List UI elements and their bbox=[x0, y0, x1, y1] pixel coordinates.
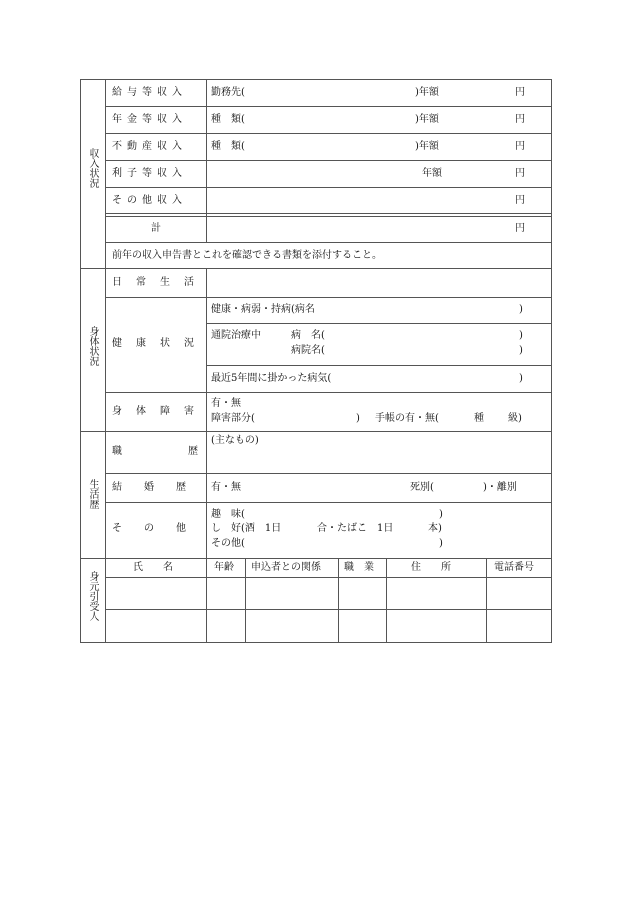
guarantor-col-line bbox=[245, 558, 246, 643]
marriage-divorce: )・離別 bbox=[483, 482, 517, 493]
work-history-char2: 歴 bbox=[188, 446, 198, 457]
body-section-label: 身体状況 bbox=[87, 326, 98, 366]
guarantor-col-line bbox=[486, 558, 487, 643]
disability-grade: 級) bbox=[508, 413, 522, 424]
income-salary-unit: 円 bbox=[515, 87, 525, 98]
daily-life-label bbox=[112, 277, 208, 289]
income-label-realestate: 不動産収入 bbox=[112, 141, 187, 152]
clinic-disease: 病 名( bbox=[291, 330, 325, 341]
income-salary-annual: )年額 bbox=[415, 87, 439, 98]
income-realestate-annual: )年額 bbox=[415, 141, 439, 152]
income-interest-unit: 円 bbox=[515, 168, 525, 179]
marriage-death: 死別( bbox=[410, 482, 434, 493]
body-row-line bbox=[105, 392, 552, 393]
guarantor-header-occupation: 職 業 bbox=[344, 562, 374, 573]
guarantor-section-label: 身元引受人 bbox=[87, 571, 98, 621]
clinic-hospital-close: ) bbox=[519, 345, 523, 356]
guarantor-row-line bbox=[105, 609, 552, 610]
income-total-label: 計 bbox=[151, 223, 161, 234]
frame-bottom bbox=[80, 642, 552, 643]
history-section-label: 生活歴 bbox=[87, 479, 98, 509]
guarantor-header-address: 住 所 bbox=[411, 562, 451, 573]
health-status-label bbox=[112, 338, 208, 350]
divider-body-history bbox=[80, 431, 552, 432]
body-health-line bbox=[206, 365, 552, 366]
guarantor-col-line bbox=[206, 558, 207, 643]
hobby: 趣 味( bbox=[211, 509, 245, 520]
body-row-line bbox=[105, 297, 552, 298]
clinic-disease-close: ) bbox=[519, 330, 523, 341]
other-history-text: その他 bbox=[112, 523, 208, 534]
health-status-text: 健康状況 bbox=[112, 338, 208, 349]
guarantor-col-line bbox=[386, 558, 387, 643]
daily-life-text: 日常生活 bbox=[112, 277, 208, 288]
marriage-yn: 有・無 bbox=[211, 482, 241, 493]
history-label-divider bbox=[206, 431, 207, 558]
income-section-label: 収入状況 bbox=[87, 148, 98, 188]
income-pension-unit: 円 bbox=[515, 114, 525, 125]
income-row-line bbox=[105, 106, 552, 107]
clinic-label: 通院治療中 bbox=[211, 330, 261, 341]
marriage-label bbox=[112, 482, 208, 494]
guarantor-header-phone: 電話番号 bbox=[494, 562, 534, 573]
guarantor-col-line bbox=[338, 558, 339, 643]
income-label-salary: 給与等収入 bbox=[112, 87, 187, 98]
income-total-double-line bbox=[105, 213, 552, 214]
clinic-hospital: 病院名( bbox=[291, 345, 325, 356]
other-history-label bbox=[112, 523, 208, 535]
disability-part: 障害部分( bbox=[211, 413, 255, 424]
preference-alcohol: し 好(酒 1日 bbox=[211, 523, 282, 534]
income-realestate-unit: 円 bbox=[515, 141, 525, 152]
work-history-char1: 職 bbox=[112, 446, 122, 457]
guarantor-row-line bbox=[105, 577, 552, 578]
disability-part-close: ) bbox=[356, 413, 360, 424]
body-health-line bbox=[206, 323, 552, 324]
income-label-interest: 利子等収入 bbox=[112, 168, 187, 179]
recent-illness: 最近5年間に掛かった病気( bbox=[211, 373, 332, 384]
income-interest-annual: 年額 bbox=[422, 168, 442, 179]
income-row-line bbox=[105, 187, 552, 188]
history-row-line bbox=[105, 473, 552, 474]
income-label-pension: 年金等収入 bbox=[112, 114, 187, 125]
income-row-line bbox=[105, 160, 552, 161]
income-pension-annual: )年額 bbox=[415, 114, 439, 125]
preference-tobacco: 合・たばこ 1日 bbox=[317, 523, 394, 534]
income-row-line bbox=[105, 242, 552, 243]
guarantor-header-age: 年齢 bbox=[214, 562, 234, 573]
income-total-unit: 円 bbox=[515, 223, 525, 234]
recent-illness-close: ) bbox=[519, 373, 523, 384]
income-salary-prefix: 勤務先( bbox=[211, 87, 245, 98]
disability-yn: 有・無 bbox=[211, 398, 241, 409]
income-label-other: その他収入 bbox=[112, 195, 187, 206]
disability-text: 身体障害 bbox=[112, 406, 208, 417]
disability-label bbox=[112, 406, 208, 418]
divider-income-body bbox=[80, 268, 552, 269]
other-detail-close: ) bbox=[439, 538, 443, 549]
preference-end: 本) bbox=[428, 523, 442, 534]
guarantor-header-relation: 申込者との関係 bbox=[251, 562, 321, 573]
income-other-unit: 円 bbox=[515, 195, 525, 206]
income-total-double-line bbox=[105, 216, 552, 217]
divider-history-guarantor bbox=[80, 558, 552, 559]
income-pension-prefix: 種 類( bbox=[211, 114, 245, 125]
health-chronic-close: ) bbox=[519, 304, 523, 315]
health-chronic: 健康・病弱・持病(病名 bbox=[211, 304, 315, 315]
guarantor-header-name: 氏 名 bbox=[133, 562, 173, 573]
work-history-note: (主なもの) bbox=[211, 435, 259, 446]
other-detail: その他( bbox=[211, 538, 245, 549]
disability-type: 種 bbox=[474, 413, 484, 424]
history-row-line bbox=[105, 502, 552, 503]
hobby-close: ) bbox=[439, 509, 443, 520]
disability-book: 手帳の有・無( bbox=[375, 413, 439, 424]
income-note: 前年の収入申告書とこれを確認できる書類を添付すること。 bbox=[112, 250, 382, 261]
section-column-divider bbox=[105, 79, 106, 643]
frame-top bbox=[80, 79, 552, 80]
income-realestate-prefix: 種 類( bbox=[211, 141, 245, 152]
marriage-text: 結婚歴 bbox=[112, 482, 208, 493]
income-row-line bbox=[105, 133, 552, 134]
